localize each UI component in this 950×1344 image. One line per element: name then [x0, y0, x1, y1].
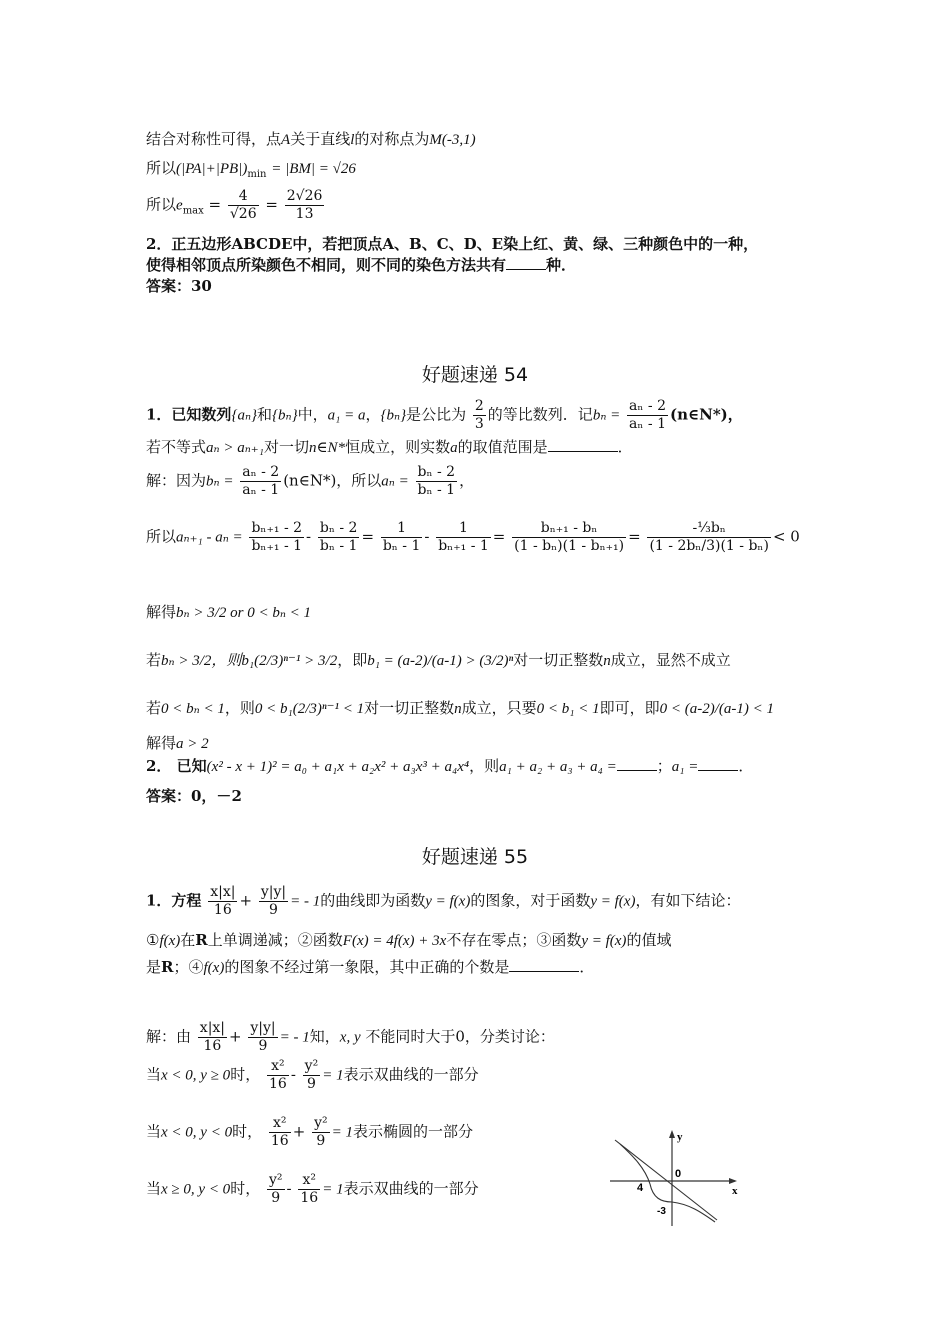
question-text: 若不等式aₙ > aₙ₊₁对一切n∈N*恒成立，则实数a的取值范围是 ． [146, 438, 633, 456]
fraction: $\frac{y|y|}{9}$ [260, 884, 287, 918]
solution-text: 解：由 $\frac{x|x|}{16}$ + $\frac{y|y|}{9}$ = - 1知，x, y 不能同时大于0，分类讨论： [146, 1020, 555, 1054]
fraction: $\frac{1}{\text{bₙ₊₁ - 1}}$ [438, 520, 489, 554]
fraction: $\frac{x|x|}{16}$ [210, 884, 236, 918]
x-axis-arrow [729, 1178, 737, 1184]
fraction: $\frac{1}{\text{bₙ - 1}}$ [382, 520, 421, 554]
solution-text: 解得bₙ > 3/2 or 0 < bₙ < 1 [146, 603, 312, 621]
answer-blank [509, 957, 579, 972]
solution-text: 当x < 0, y ≥ 0时， $\frac{\text{x²}}{16}$ - $\frac{\text{y²}}{9}$ = 1表示双曲线的一部分 [146, 1058, 479, 1092]
text-line: 所以$(|PA|+|PB|)_{min} = |BM| = √26$ [146, 159, 356, 180]
fraction: $\frac{4}{√26}$ [229, 188, 257, 222]
function-graph [605, 1128, 745, 1228]
answer-text: 答案：0，－2 [146, 787, 242, 805]
solution-text: 解：因为bₙ = $\frac{\text{aₙ - 2}}{\text{aₙ - 1}}$ (n∈N*)，所以aₙ = $\frac{\text{bₙ - 2}}{\text{bₙ - 1}}$ ， [146, 464, 475, 498]
solution-text: 若0 < bₙ < 1，则0 < b₁(2/3)ⁿ⁻¹ < 1对一切正整数n成立，只要0 < b₁ < 1即可，即0 < (a-2)/(a-1) < 1 [146, 699, 775, 717]
question-text: 1．已知数列{aₙ}和{bₙ}中，a₁ = a，{bₙ}是公比为 $\frac{2}{3}$ 的等比数列．记bₙ = $\frac{\text{aₙ - 2}}{\text{aₙ - 1}}$ (n∈N*)， [146, 398, 743, 432]
origin-label: 0 [675, 1168, 682, 1180]
curve-hyperbola-right [672, 1202, 715, 1222]
text-line: 所以$e_{max}$ = $\frac{4}{√26}$ = $\frac{2√26}{13}$ [146, 188, 323, 222]
fraction: $\frac{\text{y²}}{9}$ [304, 1058, 319, 1092]
fraction: $\frac{\text{x²}}{16}$ [270, 1115, 289, 1149]
question-text: 1．方程 $\frac{x|x|}{16}$ + $\frac{y|y|}{9}$ = - 1的曲线即为函数y = f(x)的图象，对于函数y = f(x)，有如下结论： [146, 884, 741, 918]
y-tick-label: -3 [657, 1206, 666, 1217]
solution-text: 当x ≥ 0, y < 0时， $\frac{\text{y²}}{9}$ - $\frac{\text{x²}}{16}$ = 1表示双曲线的一部分 [146, 1172, 479, 1206]
answer-blank [548, 437, 618, 452]
fraction: $\frac{2}{3}$ [474, 398, 484, 432]
x-axis-label: x [732, 1185, 738, 1197]
section-title: 好题速递 54 [421, 364, 529, 386]
solution-text: 解得a > 2 [146, 734, 209, 752]
fraction: $\frac{\text{bₙ₊₁ - 2}}{\text{bₙ₊₁ - 1}}$ [251, 520, 303, 554]
text-line: 结合对称性可得，点A关于直线l的对称点为M(-3,1) [146, 130, 476, 148]
fraction: $\frac{\text{x²}}{16}$ [300, 1172, 319, 1206]
question-text: 是R；④f(x)的图象不经过第一象限，其中正确的个数是 ． [146, 958, 595, 976]
fraction: $\frac{2√26}{13}$ [286, 188, 323, 222]
answer-blank [617, 756, 657, 771]
y-axis-arrow [669, 1130, 675, 1138]
fraction: $\frac{\text{bₙ₊₁ - bₙ}}{\text{(1 - bₙ)(1 - bₙ₊₁)}}$ [514, 520, 625, 554]
solution-text: 当x < 0, y < 0时， $\frac{\text{x²}}{16}$ + $\frac{\text{y²}}{9}$ = 1表示椭圆的一部分 [146, 1115, 473, 1149]
y-axis-label: y [677, 1131, 683, 1143]
fraction: $\frac{\text{-⅓bₙ}}{\text{(1 - 2bₙ/3)(1 - bₙ)}}$ [649, 520, 769, 554]
question-text: ①f(x)在R上单调递减；②函数F(x) = 4f(x) + 3x不存在零点；③函数y = f(x)的值域 [146, 931, 672, 949]
fraction: $\frac{y|y|}{9}$ [250, 1020, 276, 1054]
fraction: $\frac{\text{bₙ - 2}}{\text{bₙ - 1}}$ [319, 520, 358, 554]
fraction: $\frac{\text{aₙ - 2}}{\text{aₙ - 1}}$ [242, 464, 280, 498]
fraction: $\frac{\text{bₙ - 2}}{\text{bₙ - 1}}$ [417, 464, 456, 498]
answer-blank [506, 255, 546, 270]
fraction: $\frac{x|x|}{16}$ [199, 1020, 226, 1054]
curve-ellipse [650, 1184, 672, 1202]
section-title: 好题速递 55 [421, 846, 529, 868]
asymptote-line [615, 1140, 717, 1220]
question-text: 使得相邻顶点所染颜色不相同，则不同的染色方法共有 种． [146, 256, 577, 274]
fraction: $\frac{\text{y²}}{9}$ [268, 1172, 283, 1206]
solution-text: 所以aₙ₊₁ - aₙ = $\frac{\text{bₙ₊₁ - 2}}{\text{bₙ₊₁ - 1}}$ - $\frac{\text{bₙ - 2}}{\text{bₙ - 1}}$ = $\frac{1}{\text{bₙ - 1}}$ - $\frac{1}{\text{bₙ₊₁ - 1}}$ = $\frac{\text{bₙ₊₁ - bₙ}}{\text{(1 - bₙ)(1 - bₙ₊₁)}}$ = $\frac{\text{-⅓bₙ}}{\text{(1 - 2bₙ/3)(1 - bₙ)}}$ < 0 [146, 520, 800, 554]
question-text: 2．正五边形ABCDE中，若把顶点A、B、C、D、E染上红、黄、绿、三种颜色中的一种， [146, 235, 759, 253]
fraction: $\frac{\text{x²}}{16}$ [268, 1058, 287, 1092]
question-text: 2． 已知(x² - x + 1)² = a₀ + a₁x + a₂x² + a₃x³ + a₄x⁴，则a₁ + a₂ + a₃ + a₄ = ；a₁ = ． [146, 757, 754, 775]
solution-text: 若bₙ > 3/2，则b₁(2/3)ⁿ⁻¹ > 3/2，即b₁ = (a-2)/(a-1) > (3/2)ⁿ对一切正整数n成立，显然不成立 [146, 651, 731, 669]
answer-blank [698, 756, 738, 771]
fraction: $\frac{\text{aₙ - 2}}{\text{aₙ - 1}}$ [629, 398, 666, 432]
answer-text: 答案：30 [146, 277, 212, 295]
x-tick-label: 4 [637, 1182, 644, 1194]
fraction: $\frac{\text{y²}}{9}$ [314, 1115, 328, 1149]
